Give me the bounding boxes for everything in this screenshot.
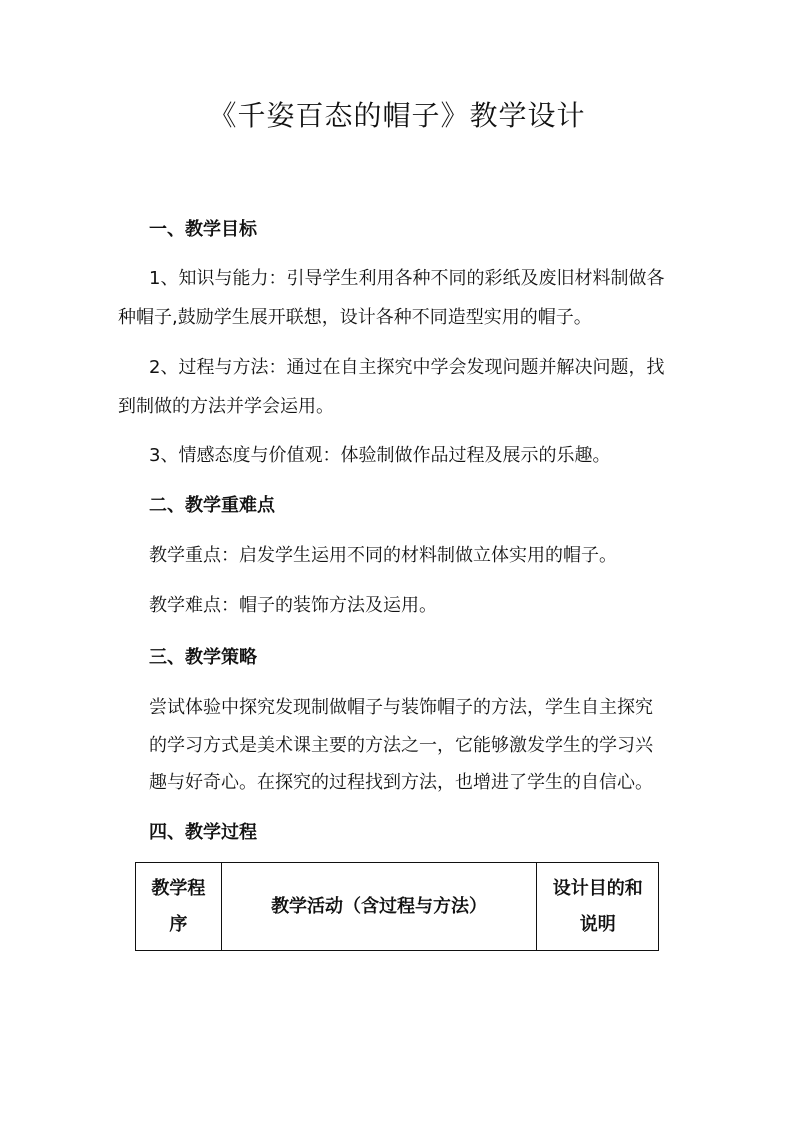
- strategy-line-3: 趣与好奇心。在探究的过程找到方法，也增进了学生的自信心。: [149, 772, 653, 793]
- header-cell-procedure: [136, 863, 222, 951]
- header-activities-label: 教学活动（含过程与方法）: [271, 895, 488, 917]
- header-cell-purpose: [537, 863, 659, 951]
- objective-1-line-2: 种帽子,鼓励学生展开联想，设计各种不同造型实用的帽子。: [118, 307, 592, 328]
- header-purpose-line-1: 设计目的和: [552, 877, 643, 899]
- section-heading-strategy: 三、教学策略: [149, 647, 257, 668]
- section-heading-process: 四、教学过程: [149, 822, 257, 843]
- objective-2-line-2: 到制做的方法并学会运用。: [118, 396, 334, 417]
- header-procedure-line-1: 教学程: [151, 877, 206, 899]
- table-header-row: [136, 863, 659, 951]
- strategy-line-1: 尝试体验中探究发现制做帽子与装饰帽子的方法，学生自主探究: [149, 697, 653, 718]
- section-heading-objectives: 一、教学目标: [149, 219, 257, 240]
- objective-1-line-1: 1、知识与能力：引导学生利用各种不同的彩纸及废旧材料制做各: [149, 268, 665, 289]
- objective-3: 3、情感态度与价值观：体验制做作品过程及展示的乐趣。: [149, 445, 611, 466]
- teaching-process-table: [135, 862, 659, 951]
- objective-2-line-1: 2、过程与方法：通过在自主探究中学会发现问题并解决问题，找: [149, 357, 665, 378]
- key-point-text: 教学重点：启发学生运用不同的材料制做立体实用的帽子。: [149, 545, 617, 566]
- strategy-line-2: 的学习方式是美术课主要的方法之一，它能够激发学生的学习兴: [149, 735, 653, 756]
- header-procedure-line-2: 序: [169, 913, 188, 935]
- header-purpose-line-2: 说明: [579, 913, 616, 935]
- section-heading-key-points: 二、教学重难点: [149, 495, 275, 516]
- header-cell-activities: [221, 863, 537, 951]
- document-title: 《千姿百态的帽子》教学设计: [208, 99, 586, 132]
- difficult-point-text: 教学难点：帽子的装饰方法及运用。: [149, 595, 437, 616]
